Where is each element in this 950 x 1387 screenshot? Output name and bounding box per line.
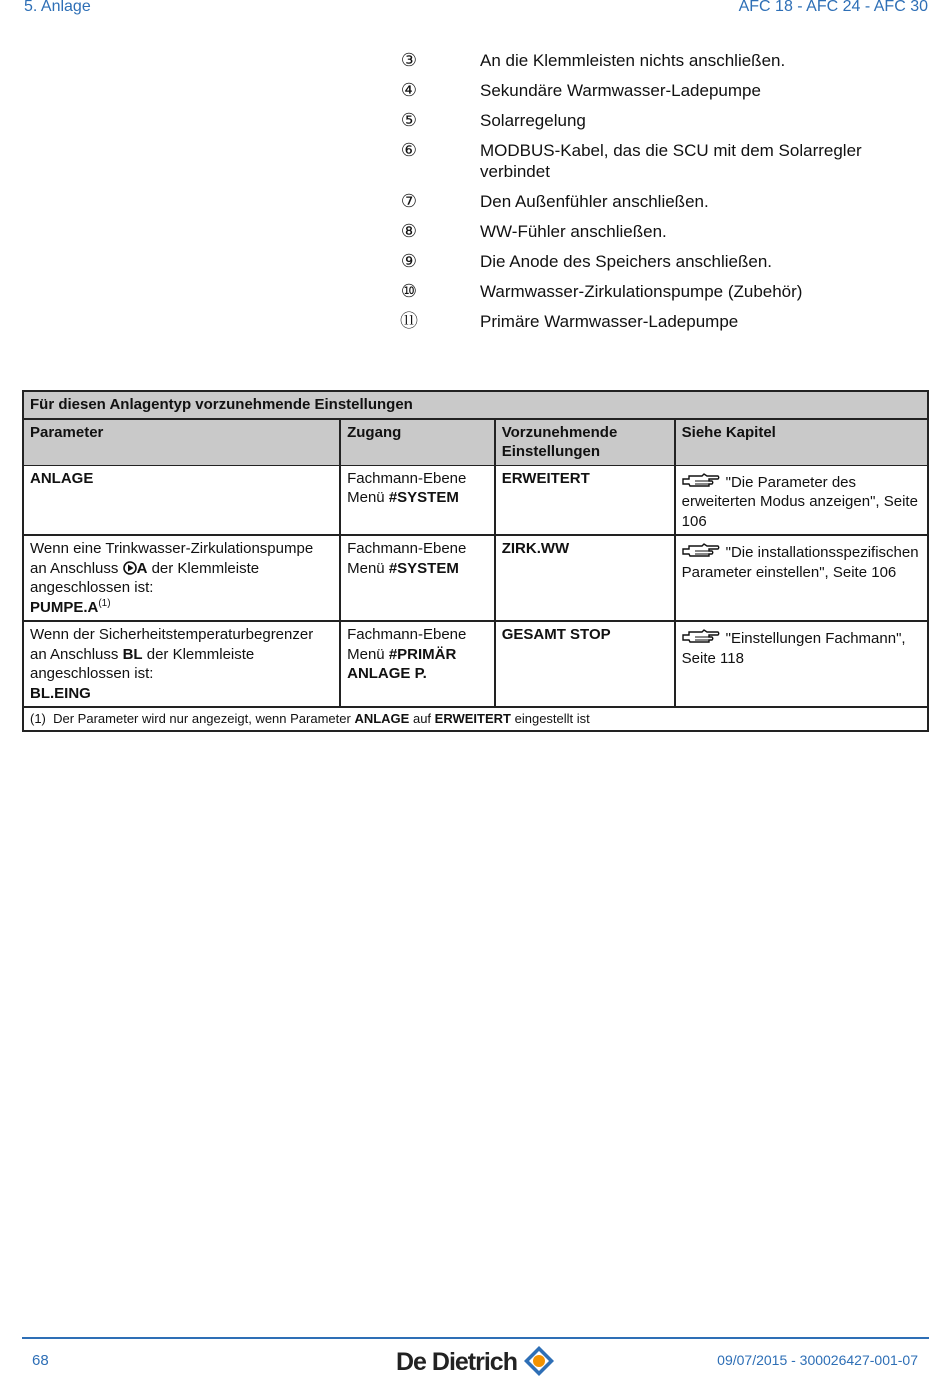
legend-number: ⑧ — [400, 221, 418, 241]
legend-item — [398, 221, 918, 242]
legend-list — [398, 50, 918, 341]
column-header-parameter: Parameter — [23, 419, 340, 466]
footnote-marker: (1) — [30, 711, 46, 726]
table-title: Für diesen Anlagentyp vorzunehmende Einstellungen — [23, 391, 928, 419]
legend-number: ③ — [400, 50, 418, 70]
setting-value: GESAMT STOP — [501, 626, 611, 643]
legend-item — [398, 311, 918, 332]
legend-item — [398, 110, 918, 131]
condition-text: Wenn der Sicherheitstemperaturbegrenzer an Anschluss — [30, 626, 314, 663]
brand-name: De Dietrich — [396, 1348, 517, 1376]
footer-divider — [22, 1337, 929, 1339]
setting-value: ZIRK.WW — [501, 540, 570, 557]
access-level: Fachmann-Ebene — [347, 469, 467, 487]
legend-number: ⑦ — [400, 191, 418, 211]
access-cell — [340, 465, 495, 535]
parameter-cell — [23, 465, 340, 535]
connector-name: BL — [122, 645, 143, 663]
legend-item — [398, 281, 918, 302]
legend-item — [398, 50, 918, 71]
legend-number: ⑤ — [400, 110, 418, 130]
access-cell — [340, 535, 495, 621]
access-menu-name: #SYSTEM — [388, 489, 459, 506]
header-section: 5. Anlage — [24, 0, 91, 15]
parameter-name: PUMPE.A — [30, 598, 99, 616]
table-row — [23, 535, 928, 621]
legend-item — [398, 191, 918, 212]
access-menu-label: Menü — [347, 559, 385, 577]
table-footnote — [23, 707, 928, 731]
pointing-hand-icon — [682, 542, 720, 559]
legend-number: ⑥ — [400, 140, 418, 160]
access-menu-name: #PRIMÄR ANLAGE P. — [347, 645, 457, 682]
table-header-row — [23, 419, 928, 466]
condition-text: der Klemmleiste angeschlossen ist: — [30, 645, 255, 682]
settings-table — [22, 390, 929, 732]
legend-text: Solarregelung — [480, 111, 586, 130]
pointing-hand-icon — [682, 472, 720, 489]
setting-cell — [495, 465, 675, 535]
chapter-cell — [675, 621, 928, 707]
footnote-text: eingestellt ist — [514, 711, 590, 726]
parameter-cell — [23, 621, 340, 707]
legend-text: WW-Fühler anschließen. — [480, 222, 667, 241]
access-level: Fachmann-Ebene — [347, 626, 467, 643]
legend-text: An die Klemmleisten nichts anschließen. — [480, 51, 786, 70]
page-number: 68 — [32, 1352, 49, 1369]
legend-text: Sekundäre Warmwasser-Ladepumpe — [480, 81, 761, 100]
condition-text: Wenn eine Trinkwasser-Zirkulationspumpe an Anschluss — [30, 540, 314, 577]
condition-text: der Klemmleiste angeschlossen ist: — [30, 559, 260, 596]
footnote-text: auf — [412, 711, 432, 726]
document-reference: 09/07/2015 - 300026427-001-07 — [717, 1352, 918, 1368]
access-menu-name: #SYSTEM — [388, 559, 459, 577]
legend-text: Primäre Warmwasser-Ladepumpe — [480, 312, 739, 331]
legend-item — [398, 251, 918, 272]
chapter-reference: "Einstellungen Fachmann", Seite 118 — [681, 630, 906, 667]
footnote-ref: (1) — [98, 597, 111, 609]
legend-text: Den Außenfühler anschließen. — [480, 192, 709, 211]
chapter-reference: "Die Parameter des erweiterten Modus anzeigen", Seite 106 — [681, 473, 918, 530]
column-header-chapter: Siehe Kapitel — [675, 419, 928, 466]
table-row — [23, 621, 928, 707]
table-title-row — [23, 391, 928, 419]
table-row — [23, 465, 928, 535]
legend-text: Warmwasser-Zirkulationspumpe (Zubehör) — [480, 282, 803, 301]
legend-number: ⑩ — [400, 281, 418, 301]
chapter-cell — [675, 465, 928, 535]
legend-item — [398, 80, 918, 101]
legend-number: ⑪ — [400, 311, 418, 331]
chapter-reference: "Die installationsspezifischen Parameter einstellen", Seite 106 — [681, 544, 919, 581]
footnote-value: ERWEITERT — [434, 711, 511, 726]
footnote-text: Der Parameter wird nur angezeigt, wenn Parameter — [53, 711, 351, 726]
setting-cell — [495, 621, 675, 707]
footnote-param: ANLAGE — [354, 711, 410, 726]
access-level: Fachmann-Ebene — [347, 540, 467, 557]
legend-number: ⑨ — [400, 251, 418, 271]
access-menu-label: Menü — [347, 489, 385, 506]
access-cell — [340, 621, 495, 707]
chapter-cell — [675, 535, 928, 621]
column-header-settings: Vorzunehmende Einstellungen — [495, 419, 675, 466]
parameter-name: BL.EING — [30, 684, 91, 702]
header-document-model: AFC 18 - AFC 24 - AFC 30 — [738, 0, 928, 15]
legend-number: ④ — [400, 80, 418, 100]
connector-name: A — [136, 559, 148, 577]
legend-text: Die Anode des Speichers anschließen. — [480, 252, 773, 271]
parameter-name: ANLAGE — [30, 469, 94, 487]
parameter-cell — [23, 535, 340, 621]
legend-item — [398, 140, 918, 182]
access-menu-label: Menü — [347, 645, 385, 663]
setting-cell — [495, 535, 675, 621]
table-footnote-row — [23, 707, 928, 731]
pointing-hand-icon — [682, 628, 720, 645]
play-circle-icon — [123, 561, 137, 575]
column-header-access: Zugang — [340, 419, 495, 466]
setting-value: ERWEITERT — [501, 469, 590, 487]
de-dietrich-logo — [396, 1343, 556, 1379]
legend-text: MODBUS-Kabel, das die SCU mit dem Solarregler verbindet — [480, 141, 862, 181]
